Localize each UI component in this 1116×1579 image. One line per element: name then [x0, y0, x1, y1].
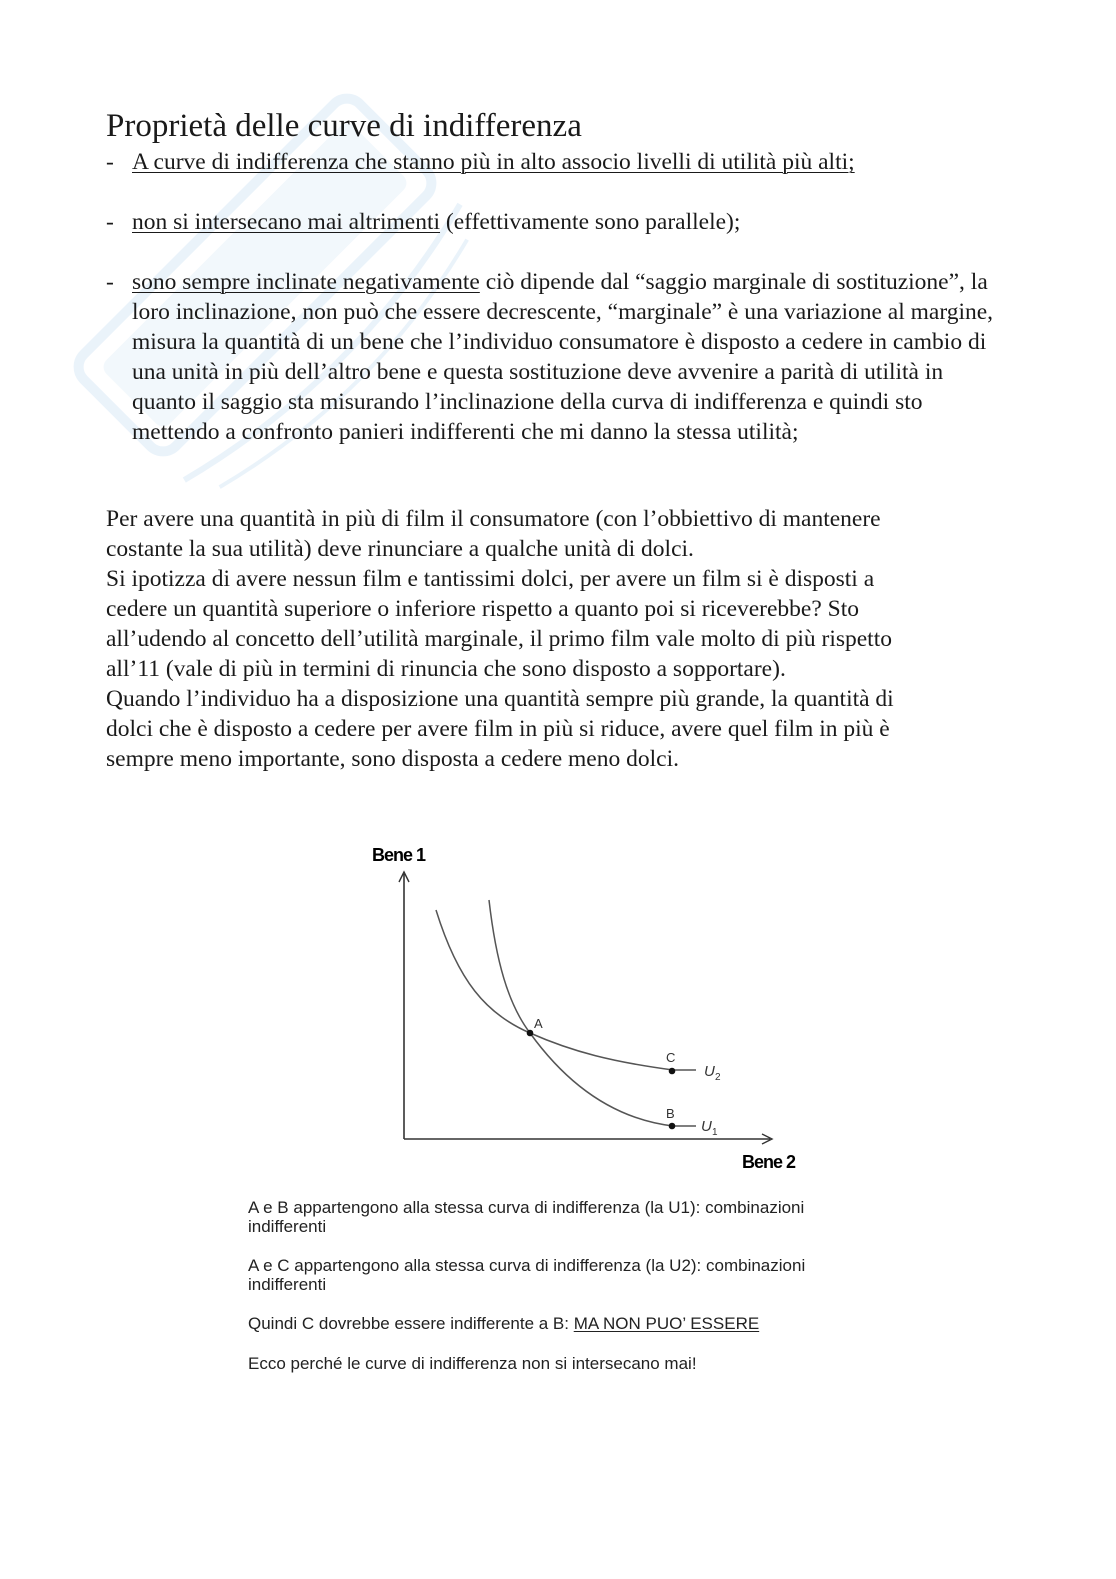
note-final	[248, 1354, 888, 1373]
bullet-rest-text: (effettivamente sono parallele);	[440, 209, 741, 235]
curve-u2-label	[704, 1063, 721, 1083]
point-b-dot	[669, 1123, 676, 1130]
point-a-dot	[527, 1030, 534, 1037]
explanation-paragraph	[106, 504, 996, 774]
note-line: indifferenti	[248, 1217, 327, 1236]
note-line: indifferenti	[248, 1275, 327, 1294]
indifference-curves-graph	[368, 836, 818, 1181]
bullet-item-2	[106, 207, 996, 237]
paragraph-line: all’udendo al concetto dell’utilità marginale, il primo film vale molto di più rispetto	[106, 626, 892, 652]
bullet-dash: -	[106, 269, 114, 295]
indifference-curve-u2	[436, 910, 696, 1070]
bullet-text	[132, 207, 996, 237]
point-a-label: A	[534, 1016, 543, 1031]
bullet-underlined-text: A curve di indifferenza che stanno più in alto associo livelli di utilità più alti;	[132, 149, 855, 175]
point-c-label: C	[666, 1050, 676, 1065]
note-conclusion	[248, 1314, 888, 1333]
point-b-label: B	[666, 1106, 675, 1121]
note-line: A e C appartengono alla stessa curva di indifferenza (la U2): combinazioni	[248, 1256, 806, 1275]
note-line: Ecco perché le curve di indifferenza non si intersecano mai!	[248, 1354, 697, 1373]
note-a-b	[248, 1198, 888, 1236]
paragraph-line: Quando l’individuo ha a disposizione una quantità sempre più grande, la quantità di	[106, 686, 894, 712]
paragraph-line: costante la sua utilità) deve rinunciare a qualche unità di dolci.	[106, 536, 694, 562]
bullet-underlined-text: sono sempre inclinate negativamente	[132, 269, 480, 295]
bullet-dash: -	[106, 149, 114, 175]
bullet-underlined-text: non si intersecano mai altrimenti	[132, 209, 441, 235]
curve-u2-subscript: 2	[715, 1072, 721, 1083]
y-axis-label: Bene 1	[372, 845, 426, 865]
curve-u1-subscript: 1	[712, 1127, 718, 1138]
bullet-text	[132, 147, 996, 177]
paragraph-line: sempre meno importante, sono disposta a cedere meno dolci.	[106, 746, 679, 772]
note-a-c	[248, 1256, 888, 1294]
graph-notes	[248, 1198, 888, 1394]
x-axis-label: Bene 2	[742, 1152, 796, 1172]
paragraph-line: cedere un quantità superiore o inferiore rispetto a quanto poi si riceverebbe? Sto	[106, 596, 860, 622]
paragraph-line: Si ipotizza di avere nessun film e tantissimi dolci, per avere un film si è disposti a	[106, 566, 875, 592]
bullet-rest-text: ciò dipende dal “saggio marginale di sostituzione”, la loro inclinazione, non può che essere decrescente, “marginale” è una variazione al margine, misura la quantità di un bene che l’individuo consumatore è disposto a cedere in cambio di una unità in più dell’altro bene e questa sostituzione deve avvenire a parità di utilità in quanto il saggio sta misurando l’inclinazione della curva di indifferenza e quindi sto mettendo a confronto panieri indifferenti che mi danno la stessa utilità;	[132, 269, 994, 445]
page-title: Proprietà delle curve di indifferenza	[106, 108, 582, 144]
bullet-item-1	[106, 147, 996, 177]
note-underlined: MA NON PUO’ ESSERE	[573, 1314, 760, 1333]
indifference-curve-u1	[489, 900, 696, 1126]
note-line: A e B appartengono alla stessa curva di indifferenza (la U1): combinazioni	[248, 1198, 805, 1217]
paragraph-line: Per avere una quantità in più di film il consumatore (con l’obbiettivo di mantenere	[106, 506, 881, 532]
bullet-dash: -	[106, 209, 114, 235]
paragraph-line: dolci che è disposto a cedere per avere film in più si riduce, avere quel film in più è	[106, 716, 890, 742]
curve-u1-label	[701, 1118, 718, 1138]
bullet-item-3	[106, 267, 996, 447]
point-c-dot	[669, 1068, 676, 1075]
note-prefix: Quindi C dovrebbe essere indifferente a B:	[248, 1314, 574, 1333]
bullet-text	[132, 267, 996, 447]
curve-u2-letter: U	[704, 1063, 715, 1080]
curve-u1-letter: U	[701, 1118, 712, 1135]
paragraph-line: all’11 (vale di più in termini di rinuncia che sono disposto a sopportare).	[106, 656, 786, 682]
